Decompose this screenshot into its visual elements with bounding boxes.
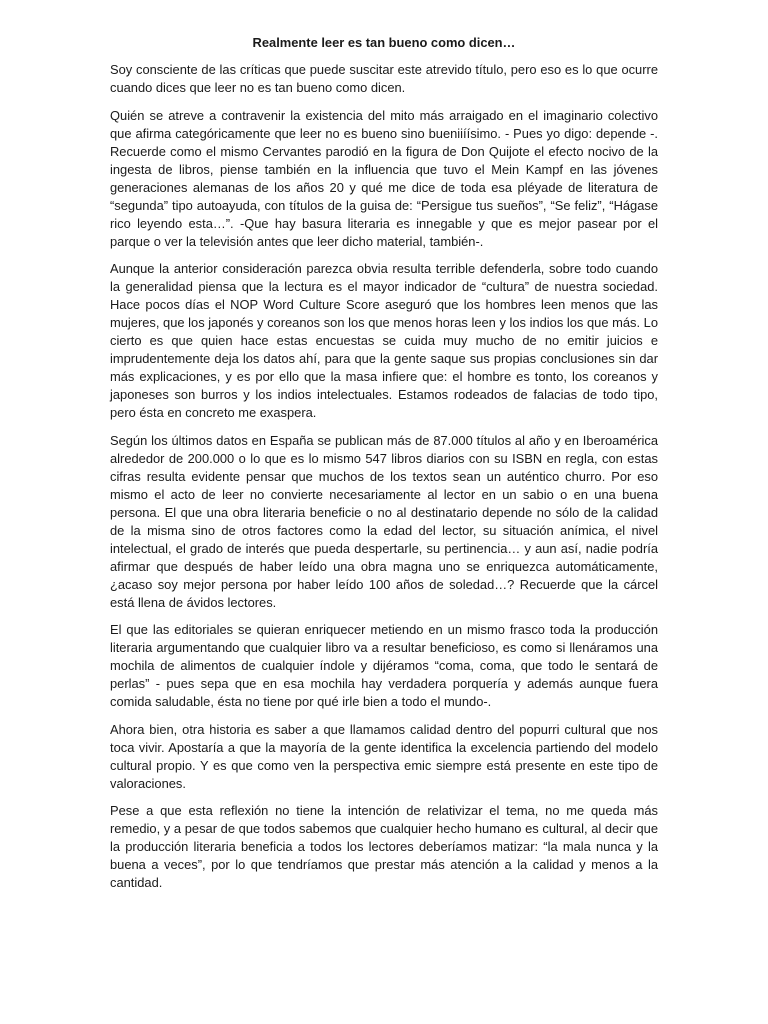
paragraph-6: Ahora bien, otra historia es saber a que llamamos calidad dentro del popurri cultural que nos toca vivir. Apostaría a que la mayoría de la gente identifica la excelencia partiendo del modelo cultural propio. Y es que como ven la perspectiva emic siempre está presente en este tipo de valoraciones.: [110, 721, 658, 791]
paragraph-3: Aunque la anterior consideración parezca obvia resulta terrible defenderla, sobre todo cuando la generalidad piensa que la lectura es el mayor indicador de “cultura” de nuestra sociedad. Hace pocos días el NOP Word Culture Score aseguró que los hombres leen menos que las mujeres, que los japonés y coreanos son los que menos horas leen y los indios los que más. Lo cierto es que quien hace estas encuestas se cuida muy mucho de no emitir juicios e imprudentemente deja los datos ahí, para que la gente saque sus propias conclusiones sin dar más explicaciones, y es por ello que la masa infiere que: el hombre es tonto, los coreanos y japoneses son burros y los indios intelectuales. Estamos rodeados de falacias de todo tipo, pero ésta en concreto me exaspera.: [110, 261, 658, 420]
paragraph-7: Pese a que esta reflexión no tiene la intención de relativizar el tema, no me queda más remedio, y a pesar de que todos sabemos que cualquier hecho humano es cultural, al decir que la producción literaria beneficia a todos los lectores deberíamos matizar: “la mala nunca y la buena a veces”, por lo que tendríamos que prestar más atención a la calidad y menos a la cantidad.: [110, 803, 658, 890]
paragraph-4: Según los últimos datos en España se publican más de 87.000 títulos al año y en Iberoamérica alrededor de 200.000 o lo que es lo mismo 547 libros diarios con su ISBN en regla, con estas cifras resulta evidente pensar que muchos de los textos sean un auténtico churro. Por eso mismo el acto de leer no convierte necesariamente al lector en un sabio o en una buena persona. El que una obra literaria beneficie o no al destinatario depende no sólo de la calidad de la misma sino de otros factores como la edad del lector, su situación anímica, el nivel intelectual, el grado de interés que pueda despertarle, su pertinencia… y aun así, nadie podría afirmar que después de haber leído una obra magna uno se enriquezca automáticamente, ¿acaso soy mejor persona por haber leído 100 años de soledad…? Recuerde que la cárcel está llena de ávidos lectores.: [110, 432, 658, 610]
paragraph-5: El que las editoriales se quieran enriquecer metiendo en un mismo frasco toda la producción literaria argumentando que cualquier libro va a resultar beneficioso, es como si llenáramos una mochila de alimentos de cualquier índole y dijéramos “coma, coma, que todo le sentará de perlas” - pues sepa que en esa mochila hay verdadera porquería y además aunque fuera comida saludable, ésta no tiene por qué irle bien a todo el mundo-.: [110, 622, 658, 709]
document-page: [110, 34, 658, 902]
document-title: Realmente leer es tan bueno como dicen…: [252, 35, 516, 50]
paragraph-2: Quién se atreve a contravenir la existencia del mito más arraigado en el imaginario colectivo que afirma categóricamente que leer no es bueno sino bueniiíísimo. - Pues yo digo: depende -. Recuerde como el mismo Cervantes parodió en la figura de Don Quijote el efecto nocivo de la ingesta de libros, piense también en la influencia que tuvo el Mein Kampf en las jóvenes generaciones alemanas de los años 20 y qué me dice de toda esa pléyade de literatura de “segunda” tipo autoayuda, con títulos de la guisa de: “Persigue tus sueños”, “Se feliz”, “Hágase rico leyendo esta…”. -Que hay basura literaria es innegable y que es mejor pasear por el parque o ver la televisión antes que leer dicho material, también-.: [110, 107, 658, 249]
paragraph-1: Soy consciente de las críticas que puede suscitar este atrevido título, pero eso es lo que ocurre cuando dices que leer no es tan bueno como dicen.: [110, 62, 658, 95]
